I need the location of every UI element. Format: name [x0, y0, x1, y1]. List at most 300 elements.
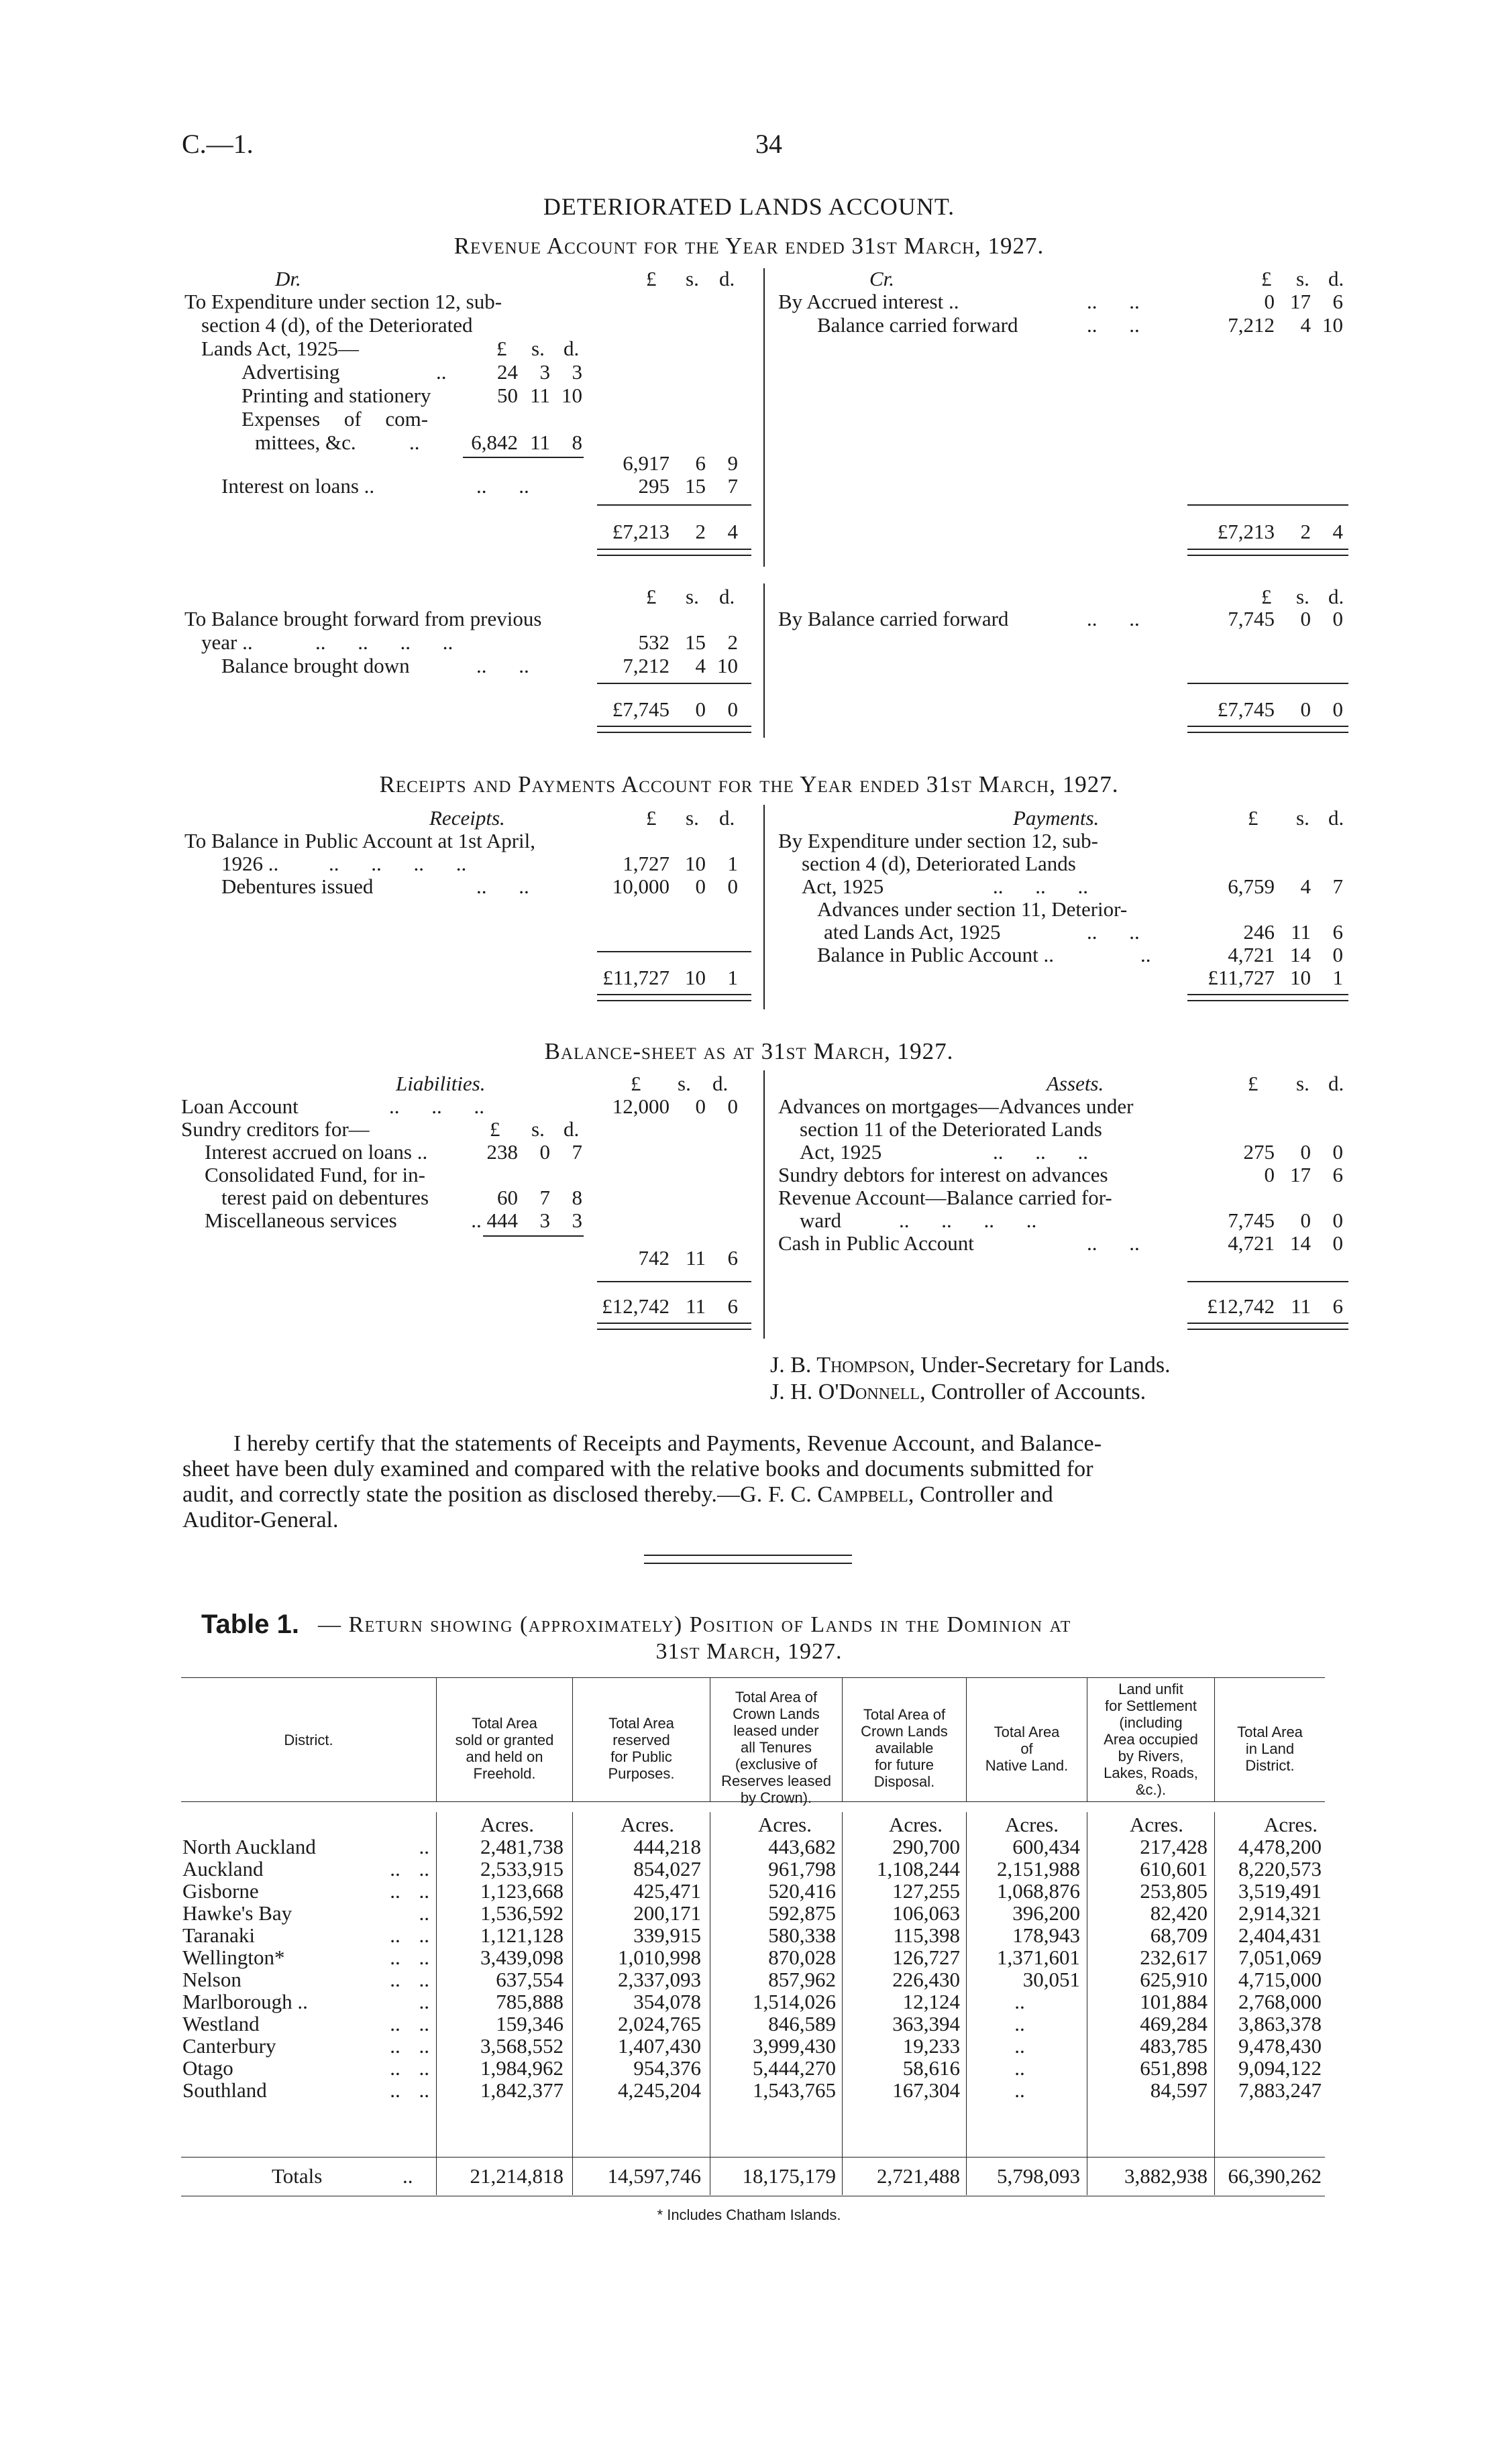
- receipt-pence: 1: [727, 852, 738, 875]
- balance-line: To Balance brought forward from previous: [184, 607, 542, 630]
- asset-pounds: 0: [1264, 1163, 1275, 1186]
- lsd-pence: d.: [1328, 585, 1344, 608]
- sub-lsd-pence: d.: [564, 1117, 580, 1141]
- lsd-pound: £: [631, 1072, 641, 1095]
- double-rule: [597, 994, 751, 1001]
- item-pence: 10: [561, 384, 582, 407]
- lsd-pound: £: [1248, 1072, 1259, 1095]
- column-divider: [1214, 2158, 1215, 2195]
- sundry-item-pounds: 238: [486, 1140, 518, 1164]
- cell-total-area: 2,404,431: [1238, 1923, 1322, 1947]
- cell-reserved: 2,337,093: [618, 1968, 701, 1991]
- balance-shillings: 4: [695, 654, 706, 677]
- payment-line: ated Lands Act, 1925: [824, 920, 1001, 944]
- cr-item-pounds: 7,212: [1228, 313, 1275, 337]
- payments-total-pence: 1: [1332, 966, 1343, 989]
- lsd-pence: d.: [719, 585, 735, 608]
- header-unfit: Land unfit for Settlement (including Area occupied by Rivers, Lakes, Roads, &c.).: [1104, 1681, 1198, 1798]
- second-total-right-shillings: 0: [1300, 697, 1311, 721]
- sundry-item-pounds: .. 444: [471, 1209, 518, 1232]
- cell-available: 115,398: [893, 1923, 960, 1947]
- certificate-text: audit, and correctly state the position as disclosed thereby.—G. F. C.: [182, 1482, 818, 1507]
- district-name: Southland: [182, 2078, 267, 2102]
- table-row: [0, 1902, 1498, 1924]
- table-title: — Return showing (approximately) Position of Lands in the Dominion at: [318, 1612, 1071, 1637]
- cell-total-area: 9,094,122: [1238, 2056, 1322, 2080]
- total-available: 2,721,488: [877, 2164, 960, 2188]
- sundry-item-shillings: 0: [539, 1140, 550, 1164]
- table-row: [0, 2057, 1498, 2079]
- rule: [597, 1281, 751, 1282]
- cell-leased: 592,875: [768, 1901, 836, 1925]
- cr-item-pence: 6: [1332, 290, 1343, 313]
- cell-reserved: 4,245,204: [618, 2078, 701, 2102]
- lsd-pence: d.: [1328, 1072, 1344, 1095]
- payments-total-shillings: 10: [1290, 966, 1311, 989]
- cell-freehold: 1,842,377: [480, 2078, 564, 2102]
- payment-line: Act, 1925: [802, 875, 884, 898]
- interest-pence: 7: [727, 474, 738, 498]
- auditor-name: Campbell: [817, 1482, 908, 1507]
- lsd-pound: £: [1261, 585, 1272, 608]
- table-row: [0, 1836, 1498, 1858]
- signature-line: [770, 1352, 1171, 1379]
- table-label: Table 1.: [201, 1610, 299, 1639]
- section-divider: [644, 1555, 852, 1556]
- balance-total-left-shillings: 11: [686, 1294, 706, 1318]
- double-rule: [1187, 549, 1348, 556]
- item-label: Advertising: [242, 360, 340, 384]
- cell-leased: 870,028: [768, 1946, 836, 1969]
- cell-reserved: 444,218: [633, 1835, 701, 1858]
- total-left-shillings: 2: [695, 520, 706, 543]
- cell-freehold: 3,568,552: [480, 2034, 564, 2058]
- cell-reserved: 200,171: [633, 1901, 701, 1925]
- signatory-role: , Controller of Accounts.: [920, 1380, 1146, 1404]
- item-shillings: 11: [530, 384, 550, 407]
- column-divider: [842, 2158, 843, 2195]
- payments-total-pounds: £11,727: [1208, 966, 1275, 989]
- asset-line: Cash in Public Account: [778, 1231, 974, 1255]
- second-total-right-pence: 0: [1332, 697, 1343, 721]
- asset-pounds: 4,721: [1228, 1231, 1275, 1255]
- cell-unfit: 625,910: [1140, 1968, 1208, 1991]
- cell-native: ..: [1014, 2078, 1025, 2102]
- totals-dots: ..: [403, 2164, 413, 2188]
- interest-dots: .. ..: [476, 474, 529, 498]
- cr-label: Cr.: [869, 267, 895, 290]
- column-divider: [572, 2158, 573, 2195]
- total-native: 5,798,093: [997, 2164, 1080, 2188]
- cell-leased: 857,962: [768, 1968, 836, 1991]
- asset-dots: .. .. .. ..: [899, 1209, 1037, 1232]
- cell-total-area: 8,220,573: [1238, 1857, 1322, 1881]
- cell-unfit: 232,617: [1140, 1946, 1208, 1969]
- lsd-pound: £: [646, 267, 657, 290]
- cell-native: 396,200: [1012, 1901, 1080, 1925]
- district-dots: .. ..: [390, 1968, 429, 1991]
- double-rule: [597, 726, 751, 733]
- subtotal-shillings: 6: [695, 451, 706, 475]
- cell-available: 12,124: [902, 1990, 960, 2013]
- cell-reserved: 1,407,430: [618, 2034, 701, 2058]
- cell-reserved: 954,376: [633, 2056, 701, 2080]
- cell-native: ..: [1014, 1990, 1025, 2013]
- balance-total-right-pounds: £12,742: [1207, 1294, 1275, 1318]
- section-divider: [644, 1563, 852, 1564]
- asset-pounds: 275: [1243, 1140, 1275, 1164]
- cell-freehold: 637,554: [496, 1968, 564, 1991]
- sub-lsd-shilling: s.: [531, 337, 545, 360]
- second-total-left-shillings: 0: [695, 697, 706, 721]
- units-row: [0, 1813, 1498, 1836]
- rule: [1187, 504, 1348, 506]
- rule: [597, 951, 751, 952]
- table-top-rule: [181, 1677, 1325, 1678]
- totals-row: [0, 2165, 1498, 2187]
- table-row: [0, 1968, 1498, 1991]
- cell-reserved: 2,024,765: [618, 2012, 701, 2035]
- loan-pence: 0: [727, 1095, 738, 1118]
- payment-pence: 6: [1332, 920, 1343, 944]
- lsd-shilling: s.: [686, 267, 699, 290]
- sundry-item-label: Consolidated Fund, for in-: [205, 1163, 425, 1186]
- cell-unfit: 651,898: [1140, 2056, 1208, 2080]
- district-dots: .. ..: [390, 1857, 429, 1881]
- cell-reserved: 339,915: [633, 1923, 701, 1947]
- payment-pounds: 246: [1243, 920, 1275, 944]
- sundry-item-pounds: 60: [497, 1186, 518, 1209]
- payment-pounds: 4,721: [1228, 943, 1275, 966]
- lsd-shilling: s.: [1296, 806, 1309, 830]
- cr-item-shillings: 17: [1290, 290, 1311, 313]
- district-name: Marlborough ..: [182, 1990, 308, 2013]
- lsd-pence: d.: [1328, 806, 1344, 830]
- totals-rule: [181, 2157, 1325, 2158]
- dr-label: Dr.: [275, 267, 301, 290]
- lsd-pound: £: [646, 806, 657, 830]
- payment-pence: 0: [1332, 943, 1343, 966]
- item-pounds: 50: [497, 384, 518, 407]
- table-row: [0, 1858, 1498, 1880]
- district-dots: .. ..: [390, 1946, 429, 1969]
- cell-available: 1,108,244: [877, 1857, 960, 1881]
- lsd-pence: d.: [719, 806, 735, 830]
- lsd-shilling: s.: [1296, 585, 1309, 608]
- total-area: 66,390,262: [1228, 2164, 1322, 2188]
- column-divider: [763, 805, 765, 1009]
- cr-item-label: By Accrued interest ..: [778, 290, 959, 313]
- cell-native: 178,943: [1012, 1923, 1080, 1947]
- district-dots: .. ..: [390, 2034, 429, 2058]
- signatory-role: , Under-Secretary for Lands.: [909, 1353, 1171, 1378]
- cell-freehold: 2,481,738: [480, 1835, 564, 1858]
- lsd-pound: £: [646, 585, 657, 608]
- cell-total-area: 7,051,069: [1238, 1946, 1322, 1969]
- total-reserved: 14,597,746: [607, 2164, 701, 2188]
- receipt-shillings: 10: [685, 852, 706, 875]
- header-available: Total Area of Crown Lands available for future Disposal.: [861, 1706, 948, 1790]
- total-right-shillings: 2: [1300, 520, 1311, 543]
- balance-pounds: 532: [638, 630, 670, 654]
- cell-unfit: 84,597: [1150, 2078, 1208, 2102]
- payment-shillings: 4: [1300, 875, 1311, 898]
- item-pence: 3: [572, 360, 582, 384]
- receipt-shillings: 0: [695, 875, 706, 898]
- table-row: [0, 1924, 1498, 1946]
- payment-line: Advances under section 11, Deterior-: [817, 897, 1128, 921]
- cell-leased: 1,543,765: [753, 2078, 836, 2102]
- balance-total-right-shillings: 11: [1291, 1294, 1311, 1318]
- column-divider: [763, 268, 765, 567]
- cell-native: 1,371,601: [997, 1946, 1080, 1969]
- receipt-pence: 0: [727, 875, 738, 898]
- cell-native: ..: [1014, 2056, 1025, 2080]
- cell-total-area: 3,519,491: [1238, 1879, 1322, 1903]
- balance-right-pounds: 7,745: [1228, 607, 1275, 630]
- asset-line: ward: [800, 1209, 841, 1232]
- balance-pence: 2: [727, 630, 738, 654]
- payment-line: section 4 (d), Deteriorated Lands: [802, 852, 1076, 875]
- cell-available: 127,255: [892, 1879, 960, 1903]
- lsd-pound: £: [1261, 267, 1272, 290]
- cell-available: 19,233: [902, 2034, 960, 2058]
- second-total-left-pounds: £7,745: [612, 697, 670, 721]
- table-row: [0, 1880, 1498, 1902]
- district-name: Canterbury: [182, 2034, 276, 2058]
- balance-pence: 10: [717, 654, 738, 677]
- unit-label: Acres.: [1263, 1813, 1318, 1836]
- cell-available: 106,063: [892, 1901, 960, 1925]
- total-unfit: 3,882,938: [1124, 2164, 1208, 2188]
- table-row: [0, 2079, 1498, 2101]
- cell-leased: 3,999,430: [753, 2034, 836, 2058]
- table-row: [0, 1991, 1498, 2013]
- sundry-item-label: Interest accrued on loans ..: [205, 1140, 428, 1164]
- cell-available: 363,394: [892, 2012, 960, 2035]
- column-divider: [966, 2158, 967, 2195]
- cell-leased: 520,416: [768, 1879, 836, 1903]
- cell-native: ..: [1014, 2012, 1025, 2035]
- balance-pounds: 7,212: [623, 654, 670, 677]
- district-dots: .. ..: [390, 2078, 429, 2102]
- asset-line: Advances on mortgages—Advances under: [778, 1095, 1134, 1118]
- district-name: Hawke's Bay: [182, 1901, 292, 1925]
- asset-line: section 11 of the Deteriorated Lands: [800, 1117, 1102, 1141]
- balance-total-left-pence: 6: [727, 1294, 738, 1318]
- sundry-total-shillings: 11: [686, 1246, 706, 1270]
- asset-shillings: 0: [1300, 1140, 1311, 1164]
- cell-freehold: 1,536,592: [480, 1901, 564, 1925]
- district-name: Wellington*: [182, 1946, 285, 1969]
- second-total-left-pence: 0: [727, 697, 738, 721]
- signatory-name: J. H. O'Donnell: [770, 1380, 920, 1404]
- balance-right-label: By Balance carried forward: [778, 607, 1009, 630]
- receipts-title: Receipts and Payments Account for the Year ended 31st March, 1927.: [379, 771, 1119, 797]
- interest-label: Interest on loans ..: [221, 474, 375, 498]
- sub-lsd-pound: £: [490, 1117, 500, 1141]
- item-dots: ..: [436, 360, 447, 384]
- cell-unfit: 101,884: [1140, 1990, 1208, 2013]
- asset-pence: 0: [1332, 1231, 1343, 1255]
- header-total: Total Area in Land District.: [1237, 1724, 1303, 1774]
- column-divider: [436, 2158, 437, 2195]
- asset-shillings: 14: [1290, 1231, 1311, 1255]
- cell-available: 290,700: [892, 1835, 960, 1858]
- rule: [463, 457, 584, 458]
- cell-freehold: 2,533,915: [480, 1857, 564, 1881]
- table-title: 31st March, 1927.: [655, 1639, 843, 1664]
- lsd-pence: d.: [712, 1072, 729, 1095]
- cell-available: 58,616: [902, 2056, 960, 2080]
- district-name: Taranaki: [182, 1923, 255, 1947]
- loan-shillings: 0: [695, 1095, 706, 1118]
- double-rule: [597, 549, 751, 556]
- receipt-line: Debentures issued: [221, 875, 374, 898]
- receipt-line: To Balance in Public Account at 1st April,: [184, 829, 536, 852]
- lsd-pence: d.: [1328, 267, 1344, 290]
- double-rule: [1187, 726, 1348, 733]
- table-row: [0, 2013, 1498, 2035]
- lsd-shilling: s.: [678, 1072, 691, 1095]
- balance-right-dots: .. ..: [1087, 607, 1140, 630]
- sundry-item-pence: 7: [572, 1140, 582, 1164]
- table-row: [0, 1946, 1498, 1968]
- cell-native: 30,051: [1022, 1968, 1080, 1991]
- payment-shillings: 14: [1290, 943, 1311, 966]
- interest-pounds: 295: [638, 474, 670, 498]
- item-label: Expenses of com-: [242, 407, 429, 431]
- cell-native: 2,151,988: [997, 1857, 1080, 1881]
- sundry-item-label: Miscellaneous services: [205, 1209, 397, 1232]
- asset-pence: 0: [1332, 1209, 1343, 1232]
- sundry-item-pence: 3: [572, 1209, 582, 1232]
- asset-pence: 0: [1332, 1140, 1343, 1164]
- payment-line: Balance in Public Account ..: [817, 943, 1054, 966]
- subtotal-pence: 9: [727, 451, 738, 475]
- balance-right-shillings: 0: [1300, 607, 1311, 630]
- total-leased: 18,175,179: [742, 2164, 836, 2188]
- district-name: Gisborne: [182, 1879, 259, 1903]
- cell-reserved: 854,027: [633, 1857, 701, 1881]
- cell-unfit: 610,601: [1140, 1857, 1208, 1881]
- cell-total-area: 9,478,430: [1238, 2034, 1322, 2058]
- payment-dots: .. ..: [1087, 920, 1140, 944]
- cr-item-label: Balance carried forward: [817, 313, 1018, 337]
- cell-freehold: 159,346: [496, 2012, 564, 2035]
- district-dots: ..: [419, 1901, 429, 1925]
- page-reference: C.—1.: [182, 129, 254, 159]
- sub-lsd-shilling: s.: [531, 1117, 545, 1141]
- cell-reserved: 1,010,998: [618, 1946, 701, 1969]
- receipts-total-shillings: 10: [685, 966, 706, 989]
- double-rule: [1187, 1323, 1348, 1330]
- sub-lsd-pence: d.: [564, 337, 580, 360]
- item-label: mittees, &c.: [255, 431, 356, 454]
- dr-line: section 4 (d), of the Deteriorated: [201, 313, 473, 337]
- totals-label: Totals: [272, 2164, 323, 2188]
- cell-native: ..: [1014, 2034, 1025, 2058]
- payment-shillings: 11: [1291, 920, 1311, 944]
- receipt-pounds: 10,000: [612, 875, 670, 898]
- asset-pounds: 7,745: [1228, 1209, 1275, 1232]
- header-native: Total Area of Native Land.: [985, 1724, 1069, 1774]
- page-title: DETERIORATED LANDS ACCOUNT.: [543, 193, 955, 220]
- payment-pence: 7: [1332, 875, 1343, 898]
- balance-line: year ..: [201, 630, 253, 654]
- receipt-dots: .. .. .. ..: [329, 852, 467, 875]
- balance-line: Balance brought down: [221, 654, 410, 677]
- balance-shillings: 15: [685, 630, 706, 654]
- cr-item-pounds: 0: [1264, 290, 1275, 313]
- rule: [597, 683, 751, 684]
- total-freehold: 21,214,818: [470, 2164, 564, 2188]
- receipt-line: 1926 ..: [221, 852, 279, 875]
- payment-dots: ..: [1140, 943, 1151, 966]
- sundry-item-pence: 8: [572, 1186, 582, 1209]
- cell-unfit: 469,284: [1140, 2012, 1208, 2035]
- district-name: Otago: [182, 2056, 233, 2080]
- unit-label: Acres.: [480, 1813, 534, 1836]
- loan-label: Loan Account: [181, 1095, 299, 1118]
- cell-unfit: 253,805: [1140, 1879, 1208, 1903]
- unit-label: Acres.: [1004, 1813, 1059, 1836]
- header-freehold: Total Area sold or granted and held on Freehold.: [455, 1715, 554, 1782]
- cell-unfit: 82,420: [1150, 1901, 1208, 1925]
- receipt-dots: .. ..: [476, 875, 529, 898]
- district-dots: ..: [419, 1990, 429, 2013]
- certificate-text: , Controller and: [908, 1482, 1053, 1507]
- second-total-right-pounds: £7,745: [1217, 697, 1275, 721]
- asset-line: Revenue Account—Balance carried for-: [778, 1186, 1112, 1209]
- lsd-shilling: s.: [686, 585, 699, 608]
- cell-reserved: 425,471: [633, 1879, 701, 1903]
- district-name: Westland: [182, 2012, 260, 2035]
- receipt-pounds: 1,727: [623, 852, 670, 875]
- payment-dots: .. .. ..: [993, 875, 1088, 898]
- receipts-total-pounds: £11,727: [602, 966, 670, 989]
- signatory-name: J. B. Thompson: [770, 1353, 910, 1378]
- district-dots: ..: [419, 1835, 429, 1858]
- cell-total-area: 4,715,000: [1238, 1968, 1322, 1991]
- rule: [483, 1235, 584, 1237]
- asset-dots: .. ..: [1087, 1231, 1140, 1255]
- loan-pounds: 12,000: [612, 1095, 670, 1118]
- lsd-shilling: s.: [1296, 1072, 1309, 1095]
- cr-item-pence: 10: [1322, 313, 1343, 337]
- receipts-label: Receipts.: [429, 806, 505, 830]
- item-pounds: 24: [497, 360, 518, 384]
- unit-label: Acres.: [1129, 1813, 1183, 1836]
- cr-item-dots: .. ..: [1087, 290, 1140, 313]
- balance-dots: .. .. .. ..: [315, 630, 453, 654]
- cell-total-area: 4,478,200: [1238, 1835, 1322, 1858]
- certificate-line: [182, 1482, 1053, 1508]
- cell-unfit: 483,785: [1140, 2034, 1208, 2058]
- total-right-pence: 4: [1332, 520, 1343, 543]
- item-label: Printing and stationery: [242, 384, 431, 407]
- district-dots: .. ..: [390, 2056, 429, 2080]
- certificate-line: sheet have been duly examined and compared with the relative books and documents submitted for: [182, 1457, 1093, 1481]
- payment-pounds: 6,759: [1228, 875, 1275, 898]
- cell-total-area: 2,768,000: [1238, 1990, 1322, 2013]
- total-left-pence: 4: [727, 520, 738, 543]
- asset-shillings: 0: [1300, 1209, 1311, 1232]
- payment-line: By Expenditure under section 12, sub-: [778, 829, 1098, 852]
- cr-item-dots: .. ..: [1087, 313, 1140, 337]
- double-rule: [597, 1323, 751, 1330]
- sub-lsd-pound: £: [496, 337, 507, 360]
